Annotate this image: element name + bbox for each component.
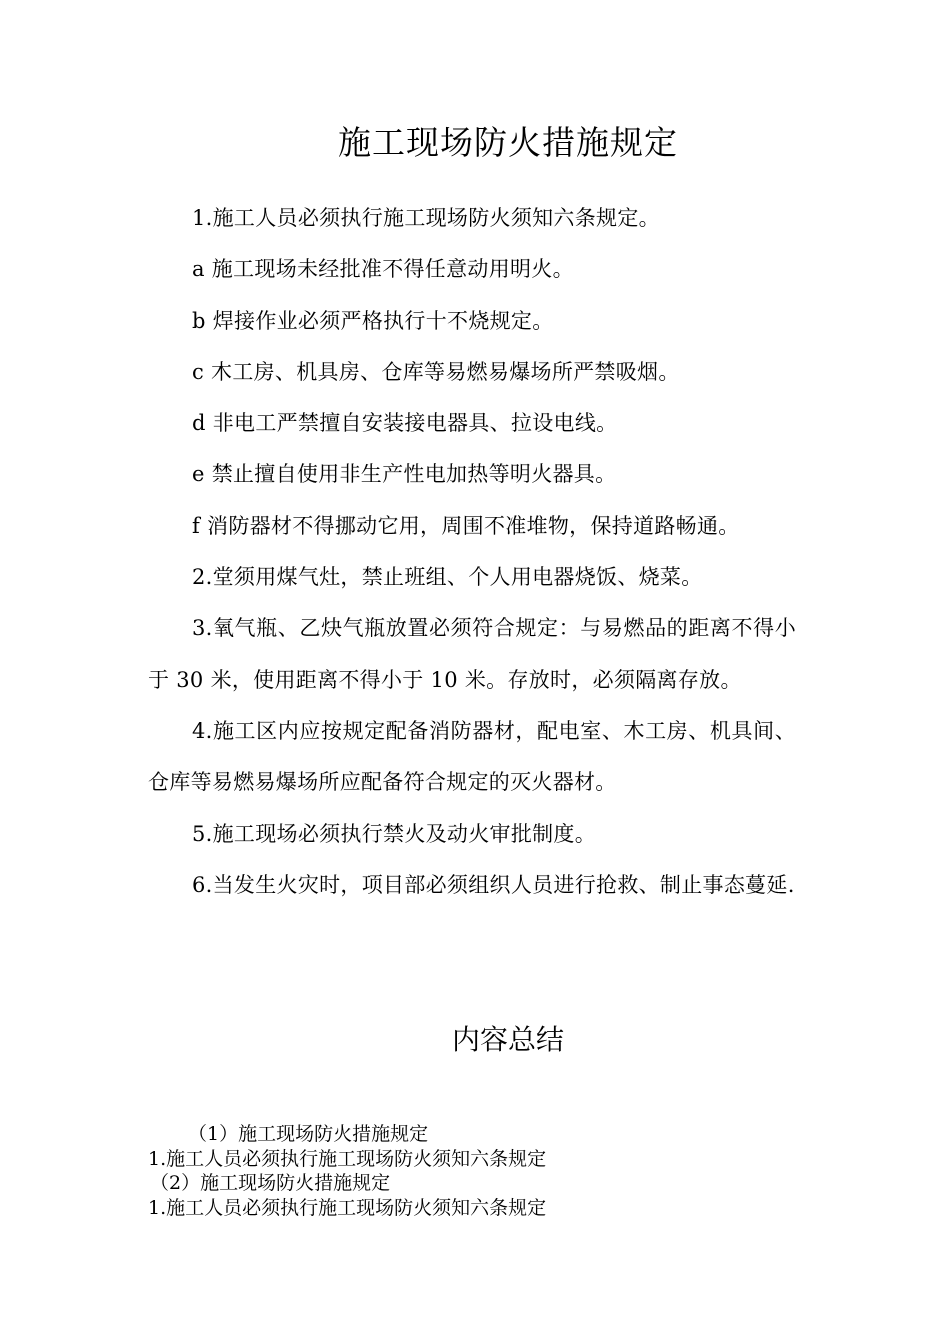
document-body	[148, 193, 796, 911]
paragraph-rule-1: 1.施工人员必须执行施工现场防火须知六条规定。	[192, 206, 660, 230]
paragraph-rule-1e: e 禁止擅自使用非生产性电加热等明火器具。	[192, 462, 617, 487]
paragraph-rule-3: 3.氧气瓶、乙炔气瓶放置必须符合规定：与易燃品的距离不得小于 30 米，使用距离不得小于 10 米。存放时，必须隔离存放。	[148, 616, 796, 692]
paragraph-rule-1f: f 消防器材不得挪动它用，周围不准堆物，保持道路畅通。	[192, 513, 740, 538]
paragraph-rule-5: 5.施工现场必须执行禁火及动火审批制度。	[192, 821, 597, 846]
paragraph-rule-2: 2.堂须用煤气灶，禁止班组、个人用电器烧饭、烧菜。	[192, 565, 703, 590]
summary-title: 内容总结	[451, 1023, 564, 1056]
paragraph-rule-4: 4.施工区内应按规定配备消防器材，配电室、木工房、机具间、仓库等易燃易爆场所应配备符合规定的灭火器材。	[148, 718, 796, 795]
summary-line: （1）施工现场防火措施规定	[188, 1123, 429, 1145]
document-title: 施工现场防火措施规定	[338, 123, 678, 162]
paragraph-rule-1d: d 非电工严禁擅自安装接电器具、拉设电线。	[192, 411, 618, 436]
paragraph-rule-1c: c 木工房、机具房、仓库等易燃易爆场所严禁吸烟。	[192, 359, 680, 384]
paragraph-rule-6: 6.当发生火灾时，项目部必须组织人员进行抢救、制止事态蔓延.	[192, 872, 795, 897]
summary-line: 1.施工人员必须执行施工现场防火须知六条规定	[148, 1196, 547, 1219]
paragraph-rule-1b: b 焊接作业必须严格执行十不烧规定。	[192, 308, 554, 333]
summary-line: （2）施工现场防火措施规定	[150, 1172, 391, 1194]
paragraph-rule-1a: a 施工现场未经批准不得任意动用明火。	[192, 257, 574, 282]
summary-section	[148, 1122, 848, 1220]
summary-line: 1.施工人员必须执行施工现场防火须知六条规定	[148, 1147, 547, 1170]
